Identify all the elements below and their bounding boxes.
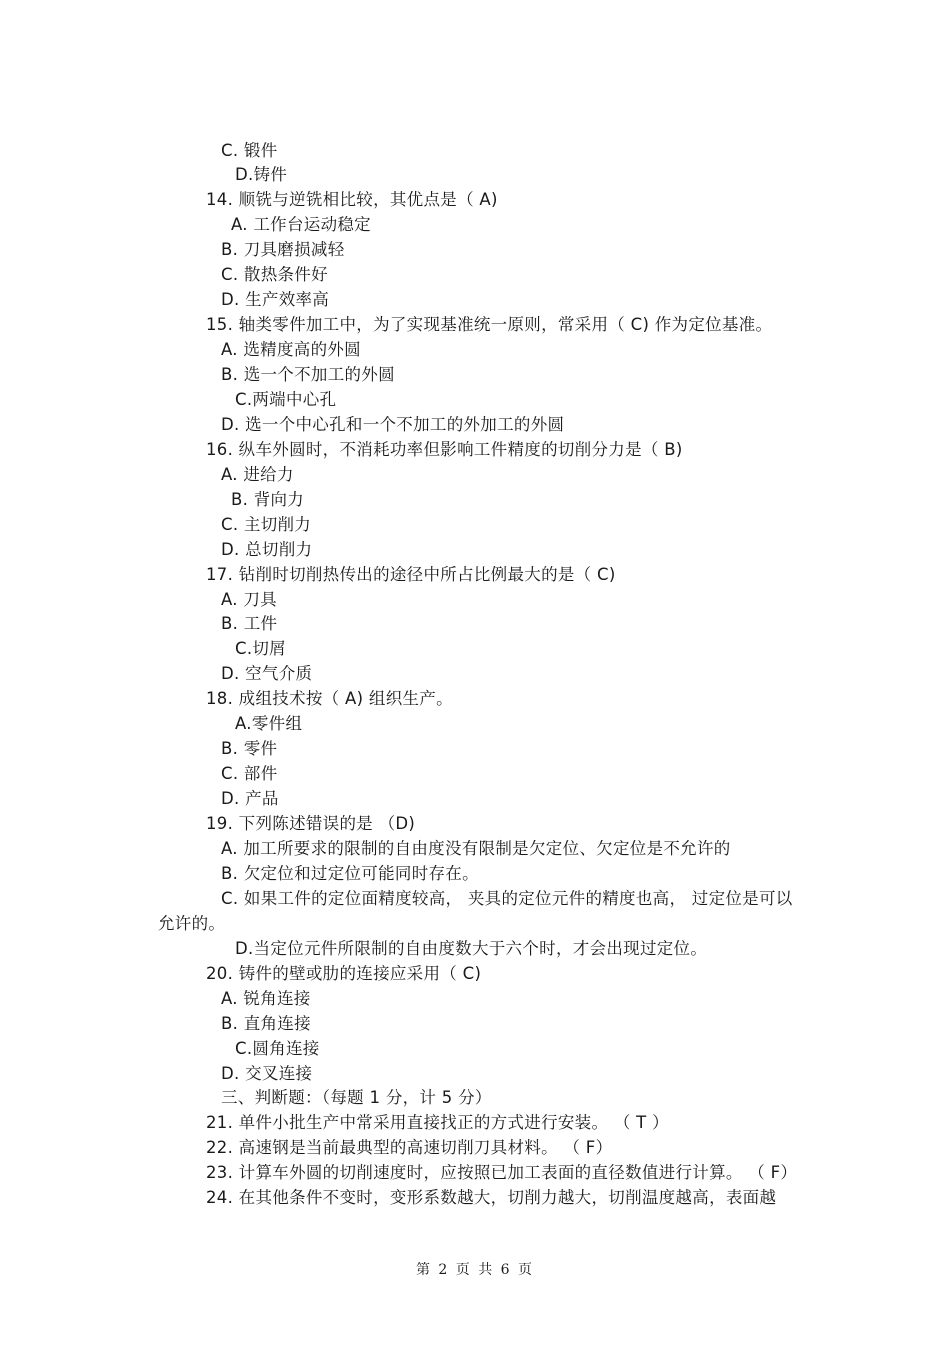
q14-option-a: A. 工作台运动稳定 (231, 215, 371, 234)
q14-option-b: B. 刀具磨损减轻 (221, 240, 345, 259)
section-heading-true-false: 三、判断题：（每题 1 分，计 5 分） (221, 1088, 492, 1107)
q16-option-b: B. 背向力 (231, 490, 305, 509)
q19-option-c-continued: 允许的。 (158, 914, 226, 933)
question-24: 24. 在其他条件不变时，变形系数越大，切削力越大，切削温度越高，表面越 (206, 1188, 777, 1207)
q19-option-a: A. 加工所要求的限制的自由度没有限制是欠定位、欠定位是不允许的 (221, 839, 731, 858)
q16-option-c: C. 主切削力 (221, 515, 312, 534)
q17-option-c: C.切屑 (235, 639, 286, 658)
question-23: 23. 计算车外圆的切削速度时，应按照已加工表面的直径数值进行计算。 （ F） (206, 1163, 798, 1182)
q15-option-a: A. 选精度高的外圆 (221, 340, 361, 359)
question-18: 18. 成组技术按（ A) 组织生产。 (206, 689, 453, 708)
q20-option-d: D. 交叉连接 (221, 1064, 313, 1083)
q18-option-c: C. 部件 (221, 764, 278, 783)
question-16: 16. 纵车外圆时，不消耗功率但影响工件精度的切削分力是（ B) (206, 440, 683, 459)
question-20: 20. 铸件的壁或肋的连接应采用（ C) (206, 964, 482, 983)
q15-option-b: B. 选一个不加工的外圆 (221, 365, 395, 384)
q18-option-d: D. 产品 (221, 789, 279, 808)
q15-option-c: C.两端中心孔 (235, 390, 337, 409)
q13-option-c: C. 锻件 (221, 141, 278, 160)
q18-option-b: B. 零件 (221, 739, 278, 758)
q20-option-b: B. 直角连接 (221, 1014, 311, 1033)
q16-option-a: A. 进给力 (221, 465, 294, 484)
question-21: 21. 单件小批生产中常采用直接找正的方式进行安装。 （ T ） (206, 1113, 669, 1132)
page-footer: 第 2 页 共 6 页 (415, 1262, 535, 1278)
q15-option-d: D. 选一个中心孔和一个不加工的外加工的外圆 (221, 415, 565, 434)
question-17: 17. 钻削时切削热传出的途径中所占比例最大的是（ C) (206, 565, 616, 584)
question-19: 19. 下列陈述错误的是 （D) (206, 814, 416, 833)
q19-option-d: D.当定位元件所限制的自由度数大于六个时，才会出现过定位。 (235, 939, 708, 958)
q20-option-c: C.圆角连接 (235, 1039, 320, 1058)
q17-option-d: D. 空气介质 (221, 664, 313, 683)
q20-option-a: A. 锐角连接 (221, 989, 311, 1008)
question-14: 14. 顺铣与逆铣相比较，其优点是（ A) (206, 190, 498, 209)
q16-option-d: D. 总切削力 (221, 540, 313, 559)
q14-option-d: D. 生产效率高 (221, 290, 330, 309)
question-15: 15. 轴类零件加工中，为了实现基准统一原则，常采用（ C) 作为定位基准。 (206, 315, 773, 334)
q17-option-b: B. 工件 (221, 614, 278, 633)
q13-option-d: D.铸件 (235, 165, 288, 184)
q19-option-b: B. 欠定位和过定位可能同时存在。 (221, 864, 479, 883)
q17-option-a: A. 刀具 (221, 590, 277, 609)
q19-option-c: C. 如果工件的定位面精度较高， 夹具的定位元件的精度也高， 过定位是可以 (221, 889, 793, 908)
question-22: 22. 高速钢是当前最典型的高速切削刀具材料。 （ F） (206, 1138, 613, 1157)
q14-option-c: C. 散热条件好 (221, 265, 328, 284)
q18-option-a: A.零件组 (235, 714, 303, 733)
